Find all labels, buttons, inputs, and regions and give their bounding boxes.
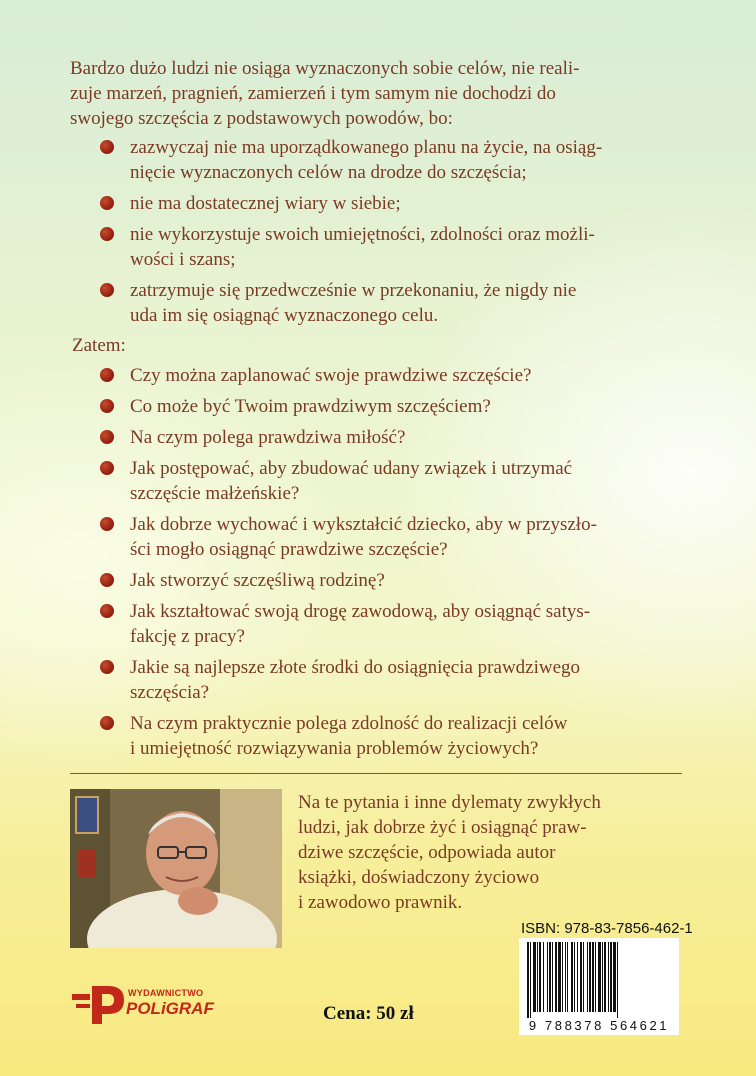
list-item-line: wości i szans;: [130, 249, 236, 270]
questions-list: [100, 363, 688, 767]
list-item: [100, 599, 688, 649]
intro-paragraph: [70, 56, 688, 131]
bullet-icon: [100, 604, 114, 618]
bullet-icon: [100, 283, 114, 297]
intro-line: zuje marzeń, pragnień, zamierzeń i tym samym nie dochodzi do: [70, 83, 556, 104]
barcode-bar: [549, 942, 551, 1012]
bullet-icon: [100, 573, 114, 587]
list-item-line: uda im się osiągnąć wyznaczonego celu.: [130, 305, 439, 326]
list-item-line: zazwyczaj nie ma uporządkowanego planu na życie, na osiąg-: [130, 137, 603, 158]
closing-line: i zawodowo prawnik.: [298, 892, 463, 913]
publisher-p-icon: [68, 980, 128, 1026]
barcode-bar: [580, 942, 582, 1012]
list-item: [100, 425, 688, 450]
barcode-icon: [519, 938, 679, 1018]
list-item: [100, 394, 688, 419]
closing-line: dziwe szczęście, odpowiada autor: [298, 842, 556, 863]
list-item: [100, 456, 688, 506]
list-item: [100, 135, 688, 185]
bullet-icon: [100, 368, 114, 382]
bullet-icon: [100, 461, 114, 475]
author-photo: [70, 789, 282, 948]
closing-paragraph: [298, 790, 680, 915]
barcode-bar: [602, 942, 603, 1012]
list-item-line: Jakie są najlepsze złote środki do osiągnięcia prawdziwego: [130, 657, 581, 678]
list-item-line: szczęście małżeńskie?: [130, 483, 300, 504]
list-item: [100, 512, 688, 562]
list-item: [100, 568, 688, 593]
section-divider: [70, 773, 682, 774]
list-item: [100, 278, 688, 328]
list-item: [100, 711, 688, 761]
barcode-bar: [574, 942, 575, 1012]
zatem-label: Zatem:: [72, 335, 126, 356]
barcode-digits: 9 788378 564621: [528, 1018, 670, 1033]
list-item-line: nie ma dostatecznej wiary w siebie;: [130, 193, 401, 214]
intro-line: swojego szczęścia z podstawowych powodów, bo:: [70, 108, 453, 129]
barcode-bar: [595, 942, 596, 1012]
barcode-bar: [613, 942, 616, 1012]
list-item-line: Co może być Twoim prawdziwym szczęściem?: [130, 396, 491, 417]
barcode-bar: [547, 942, 548, 1012]
intro-line: Bardzo dużo ludzi nie osiąga wyznaczonych sobie celów, nie reali-: [70, 58, 580, 79]
list-item-line: i umiejętność rozwiązywania problemów życiowych?: [130, 738, 539, 759]
barcode-bar: [608, 942, 609, 1012]
list-item-line: Jak postępować, aby zbudować udany związek i utrzymać: [130, 458, 573, 479]
list-item: [100, 222, 688, 272]
reasons-list: [100, 135, 688, 334]
list-item: [100, 655, 688, 705]
bullet-icon: [100, 227, 114, 241]
barcode-bar: [533, 942, 536, 1012]
barcode-bar: [583, 942, 584, 1012]
list-item: [100, 191, 688, 216]
bullet-icon: [100, 140, 114, 154]
barcode-bar: [610, 942, 612, 1012]
list-item-line: nięcie wyznaczonych celów na drodze do szczęścia;: [130, 162, 527, 183]
barcode-bar: [562, 942, 563, 1012]
publisher-label-top: WYDAWNICTWO: [128, 988, 204, 998]
barcode-bar: [604, 942, 606, 1012]
isbn-label: ISBN: 978-83-7856-462-1: [521, 920, 693, 937]
barcode-bar: [555, 942, 557, 1012]
list-item-line: fakcję z pracy?: [130, 626, 245, 647]
barcode-bar: [527, 942, 529, 1018]
barcode-bar: [539, 942, 541, 1012]
closing-line: książki, doświadczony życiowo: [298, 867, 540, 888]
barcode-bar: [617, 942, 618, 1018]
closing-line: ludzi, jak dobrze żyć i osiągnąć praw-: [298, 817, 587, 838]
list-item-line: Jak kształtować swoją drogę zawodową, aby osiągnąć satys-: [130, 601, 591, 622]
price-label: Cena: 50 zł: [323, 1003, 414, 1024]
barcode-bar: [567, 942, 568, 1012]
closing-line: Na te pytania i inne dylematy zwykłych: [298, 792, 601, 813]
list-item-line: nie wykorzystuje swoich umiejętności, zdolności oraz możli-: [130, 224, 595, 245]
barcode-bar: [543, 942, 544, 1012]
list-item-line: Na czym praktycznie polega zdolność do realizacji celów: [130, 713, 568, 734]
bullet-icon: [100, 517, 114, 531]
barcode-bar: [589, 942, 591, 1012]
barcode-bar: [587, 942, 588, 1012]
list-item-line: Jak stworzyć szczęśliwą rodzinę?: [130, 570, 385, 591]
list-item-line: zatrzymuje się przedwcześnie w przekonaniu, że nigdy nie: [130, 280, 577, 301]
author-portrait-icon: [70, 789, 282, 948]
list-item-line: Jak dobrze wychować i wykształcić dziecko, aby w przyszło-: [130, 514, 597, 535]
bullet-icon: [100, 196, 114, 210]
list-item-line: Na czym polega prawdziwa miłość?: [130, 427, 406, 448]
barcode-bar: [571, 942, 573, 1012]
publisher-name: POLiGRAF: [126, 999, 214, 1018]
list-item-line: Czy można zaplanować swoje prawdziwe szczęście?: [130, 365, 532, 386]
bullet-icon: [100, 660, 114, 674]
barcode-bar: [592, 942, 594, 1012]
bullet-icon: [100, 716, 114, 730]
barcode-bar: [577, 942, 578, 1012]
barcode-bar: [598, 942, 601, 1012]
bullet-icon: [100, 430, 114, 444]
bullet-icon: [100, 399, 114, 413]
barcode-bar: [558, 942, 561, 1012]
barcode-bar: [537, 942, 538, 1012]
list-item: [100, 363, 688, 388]
barcode-bar: [530, 942, 531, 1018]
barcode-bar: [565, 942, 566, 1012]
barcode-bar: [552, 942, 553, 1012]
publisher-logo: [68, 980, 214, 1026]
list-item-line: ści mogło osiągnąć prawdziwe szczęście?: [130, 539, 448, 560]
list-item-line: szczęścia?: [130, 682, 210, 703]
